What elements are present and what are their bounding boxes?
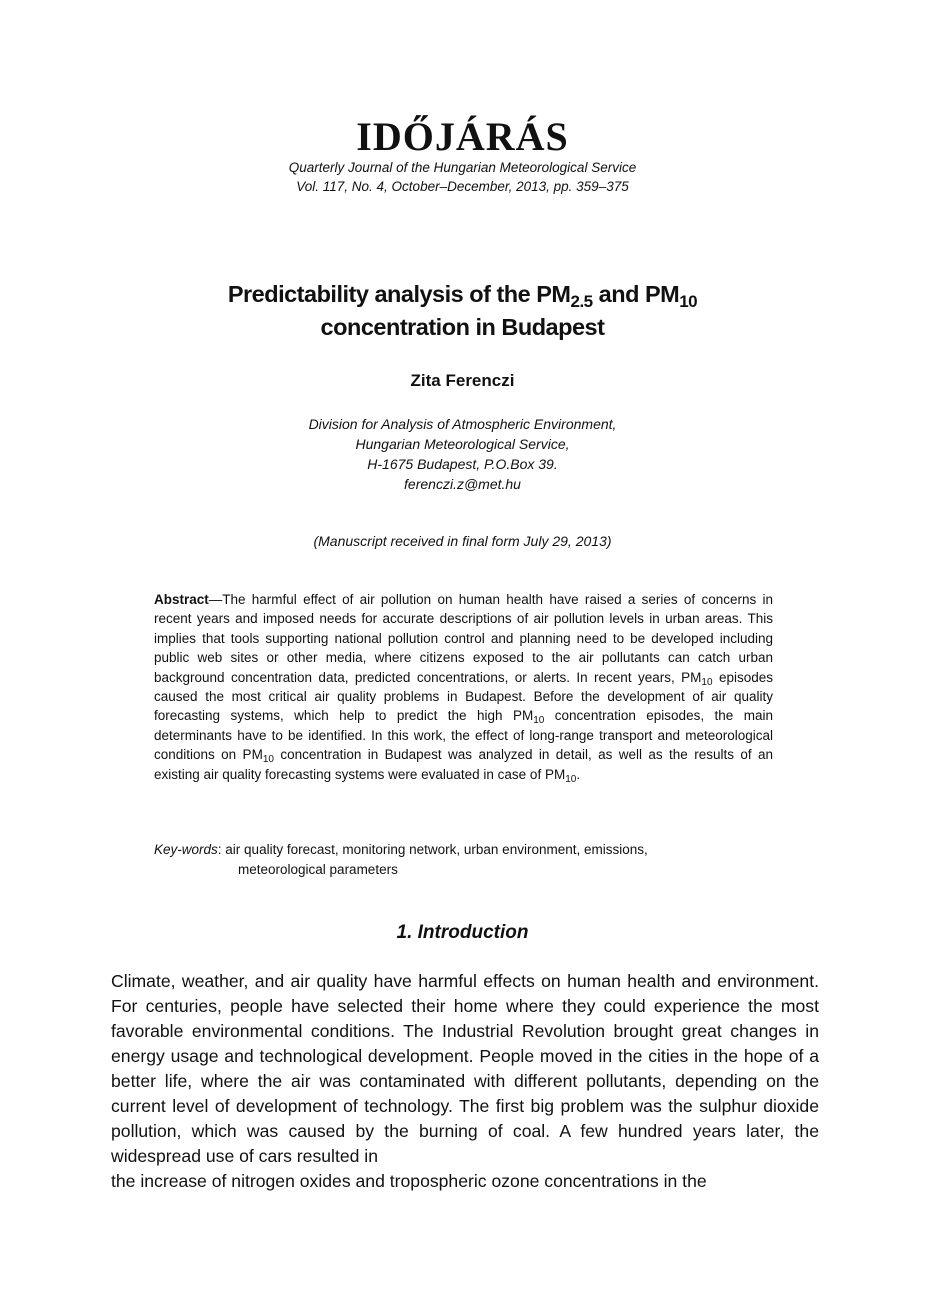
keywords	[154, 840, 773, 880]
introduction-paragraph-last-line: the increase of nitrogen oxides and tropospheric ozone concentrations in the	[111, 1171, 707, 1191]
introduction-paragraph	[111, 969, 819, 1194]
title-line2: concentration in Budapest	[320, 314, 605, 340]
abstract-text-c: concentration episodes, the main determinants have to be identified. In this work, the effect of long-range transport and meteorological conditions on PM	[154, 708, 773, 763]
title-subscript-2: 10	[679, 292, 698, 311]
abstract-sub-a: 10	[701, 676, 713, 688]
affiliation-line2: Hungarian Meteorological Service,	[355, 436, 570, 452]
abstract-text-d: concentration in Budapest was analyzed in detail, as well as the results of an existing air quality forecasting systems were evaluated in case of PM	[154, 747, 773, 782]
manuscript-note: (Manuscript received in final form July 29, 2013)	[313, 533, 612, 549]
keywords-line2: meteorological parameters	[238, 862, 398, 877]
abstract-sub-c: 10	[262, 754, 274, 766]
abstract-label: Abstract	[154, 592, 209, 607]
title-text-part2: and PM	[592, 281, 680, 307]
abstract-sub-b: 10	[533, 715, 545, 727]
affiliation-line1: Division for Analysis of Atmospheric Environment,	[308, 416, 617, 432]
journal-volume-line: Vol. 117, No. 4, October–December, 2013, pp. 359–375	[296, 179, 629, 194]
abstract-text-a: The harmful effect of air pollution on human health have raised a series of concerns in recent years and imposed needs for accurate descriptions of air pollution levels in urban areas. This implies that tools supporting national pollution control and planning need to be developed including public web sites or other media, where citizens exposed to the air pollutants can catch urban background concentration data, predicted concentrations, or alerts. In recent years, PM	[154, 592, 773, 685]
author-email: ferenczi.z@met.hu	[404, 476, 521, 492]
keywords-line1: air quality forecast, monitoring network, urban environment, emissions,	[221, 842, 648, 857]
keywords-colon: :	[217, 842, 222, 857]
abstract	[154, 590, 773, 784]
keywords-label: Key-words	[154, 842, 218, 857]
journal-title: IDŐJÁRÁS	[356, 114, 569, 159]
affiliation	[0, 414, 925, 494]
author-name: Zita Ferenczi	[410, 371, 515, 390]
title-subscript-1: 2.5	[570, 292, 593, 311]
section-heading-introduction: 1. Introduction	[396, 922, 529, 943]
title-text-part1: Predictability analysis of the PM	[227, 281, 571, 307]
journal-subtitle: Quarterly Journal of the Hungarian Meteorological Service	[288, 160, 637, 175]
abstract-dash: —	[208, 592, 223, 607]
abstract-text-e: .	[576, 766, 581, 782]
paper-title	[100, 278, 825, 344]
abstract-text-b: episodes caused the most critical air quality problems in Budapest. Before the development of air quality forecasting systems, which help to predict the high PM	[154, 669, 773, 724]
abstract-sub-d: 10	[565, 773, 577, 785]
introduction-paragraph-main: Climate, weather, and air quality have harmful effects on human health and environment. For centuries, people have selected their home where they could experience the most favorable environmental conditions. The Industrial Revolution brought great changes in energy usage and technological development. People moved in the cities in the hope of a better life, where the air was contaminated with different pollutants, depending on the current level of development of technology. The first big problem was the sulphur dioxide pollution, which was caused by the burning of coal. A few hundred years later, the widespread use of cars resulted in	[111, 971, 819, 1166]
affiliation-line3: H-1675 Budapest, P.O.Box 39.	[367, 456, 558, 472]
